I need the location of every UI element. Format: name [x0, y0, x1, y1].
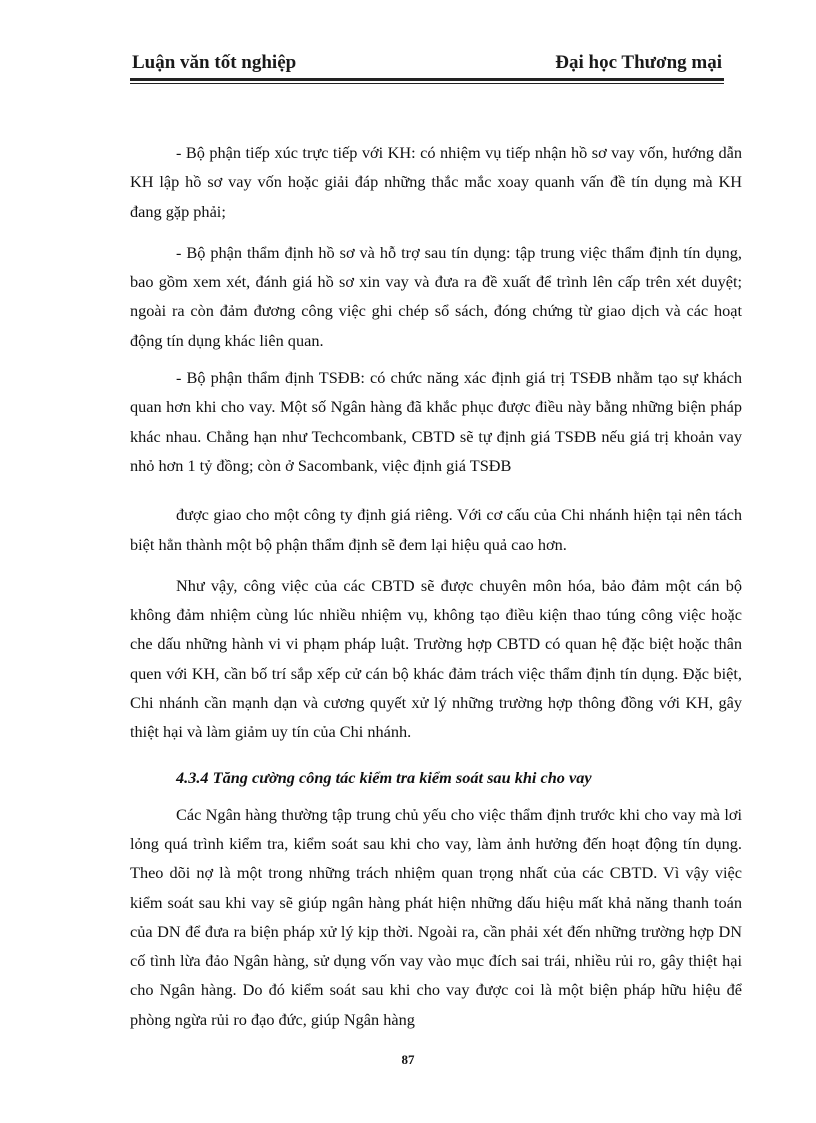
paragraph-collateral-unit: - Bộ phận thẩm định TSĐB: có chức năng xác định giá trị TSĐB nhằm tạo sự khách quan hơn khi cho vay. Một số Ngân hàng đã khắc phục được điều này bằng những biện pháp khác nhau. Chẳng hạn như Techcombank, CBTD sẽ tự định giá TSĐB nếu giá trị khoản vay nhỏ hơn 1 tỷ đồng; còn ở Sacombank, việc định giá TSĐB [130, 368, 742, 475]
page-header [130, 50, 724, 78]
paragraph-specialization: Như vậy, công việc của các CBTD sẽ được chuyên môn hóa, bảo đảm một cán bộ không đảm nhiệm cùng lúc nhiều nhiệm vụ, không tạo điều kiện thao túng công việc hoặc che dấu những hành vi vi phạm pháp luật. Trường hợp CBTD có quan hệ đặc biệt hoặc thân quen với KH, cần bố trí sắp xếp cử cán bộ khác đảm trách việc thẩm định tín dụng. Đặc biệt, Chi nhánh cần mạnh dạn và cương quyết xử lý những trường hợp thông đồng với KH, gây thiệt hại và làm giảm uy tín của Chi nhánh. [130, 575, 742, 742]
paragraph-appraisal-unit: - Bộ phận thẩm định hồ sơ và hỗ trợ sau tín dụng: tập trung việc thẩm định tín dụng, bao gồm xem xét, đánh giá hồ sơ xin vay và đưa ra đề xuất để trình lên cấp trên xét duyệt; ngoài ra còn đảm đương công việc ghi chép sổ sách, đóng chứng từ giao dịch và các hoạt động tín dụng khác liên quan. [130, 242, 742, 350]
page-number: 87 [401, 1052, 415, 1067]
header-divider-thin [130, 83, 724, 84]
header-thesis-label: Luận văn tốt nghiệp [132, 52, 297, 73]
paragraph-collateral-continued: được giao cho một công ty định giá riêng. Với cơ cấu của Chi nhánh hiện tại nên tách biệt hẳn thành một bộ phận thẩm định sẽ đem lại hiệu quả cao hơn. [130, 505, 742, 554]
section-heading: 4.3.4 Tăng cường công tác kiểm tra kiểm soát sau khi cho vay [176, 767, 592, 787]
document-body [130, 138, 742, 1034]
paragraph-post-loan-control: Các Ngân hàng thường tập trung chủ yếu cho việc thẩm định trước khi cho vay mà lơi lỏng quá trình kiểm tra, kiểm soát sau khi cho vay, làm ảnh hưởng đến hoạt động tín dụng. Theo dõi nợ là một trong những trách nhiệm quan trọng nhất của các CBTD. Vì vậy việc kiểm soát sau khi vay sẽ giúp ngân hàng phát hiện những dấu hiệu mất khả năng thanh toán của DN để đưa ra biện pháp xử lý kịp thời. Ngoài ra, cần phải xét đến những trường hợp DN cố tình lừa đảo Ngân hàng, sử dụng vốn vay vào mục đích sai trái, nhiều rủi ro, gây thiệt hại cho Ngân hàng. Do đó kiểm soát sau khi cho vay được coi là một biện pháp hữu hiệu để phòng ngừa rủi ro đạo đức, giúp Ngân hàng [130, 804, 742, 1029]
paragraph-customer-contact-unit: - Bộ phận tiếp xúc trực tiếp với KH: có nhiệm vụ tiếp nhận hồ sơ vay vốn, hướng dẫn KH lập hồ sơ vay vốn hoặc giải đáp những thắc mắc xoay quanh vấn đề tín dụng mà KH đang gặp phải; [130, 143, 742, 221]
header-divider-thick [130, 78, 724, 81]
header-university-label: Đại học Thương mại [555, 52, 722, 73]
